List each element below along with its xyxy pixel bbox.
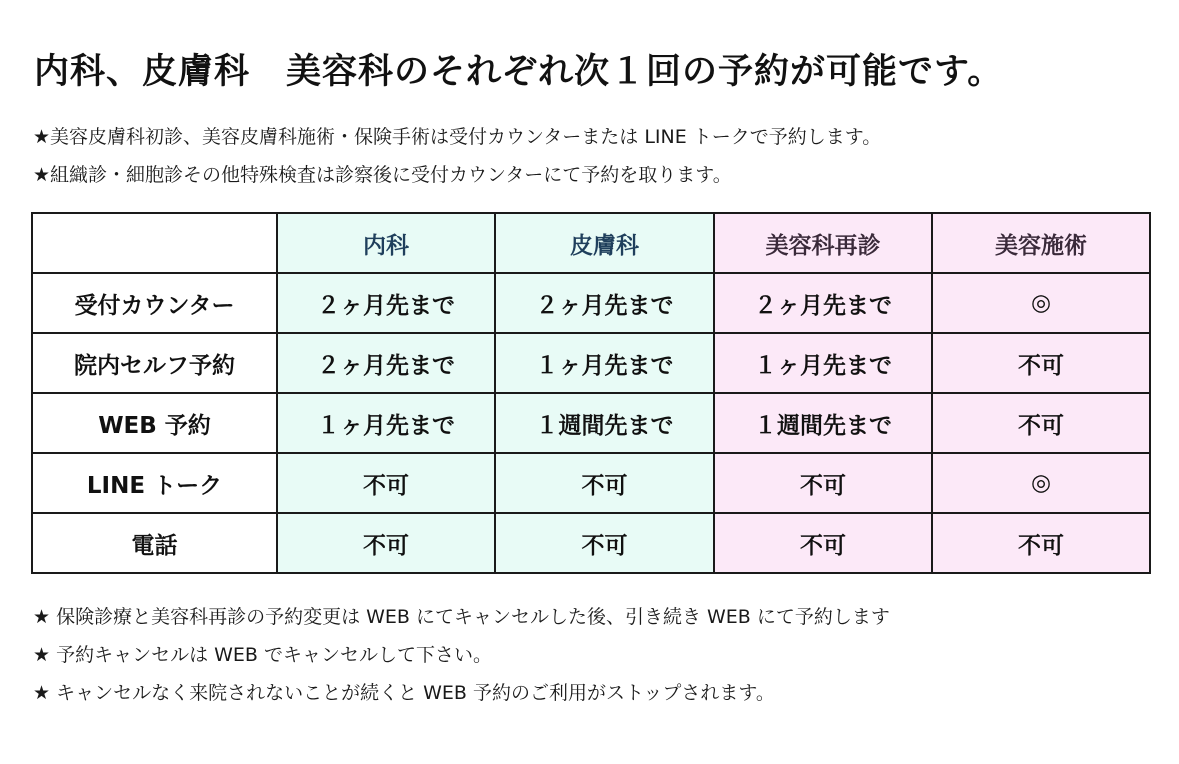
table-cell: 不可 (277, 513, 495, 573)
table-cell: 不可 (932, 393, 1150, 453)
table-cell: 不可 (495, 513, 714, 573)
bottom-note: ★ 保険診療と美容科再診の予約変更は WEB にてキャンセルした後、引き続き WEB にて予約します (33, 606, 890, 628)
table-cell: 不可 (277, 453, 495, 513)
table-cell: １ヶ月先まで (714, 333, 932, 393)
table-cell: 不可 (932, 333, 1150, 393)
top-notes (33, 118, 881, 194)
table-cell: １ヶ月先まで (495, 333, 714, 393)
bottom-note: ★ キャンセルなく来院されないことが続くと WEB 予約のご利用がストップされます。 (33, 682, 775, 704)
page-title: 内科、皮膚科 美容科のそれぞれ次１回の予約が可能です。 (34, 52, 1004, 92)
table-cell: 不可 (714, 513, 932, 573)
table-cell: 不可 (495, 453, 714, 513)
top-note: ★組織診・細胞診その他特殊検査は診察後に受付カウンターにて予約を取ります。 (33, 164, 732, 186)
table-cell: 不可 (714, 453, 932, 513)
table-cell: １週間先まで (495, 393, 714, 453)
table-row (32, 333, 1150, 393)
bottom-note: ★ 予約キャンセルは WEB でキャンセルして下さい。 (33, 644, 492, 666)
row-label: LINE トーク (32, 453, 277, 513)
row-label: 院内セルフ予約 (32, 333, 277, 393)
row-label: 電話 (32, 513, 277, 573)
table-cell: 不可 (932, 513, 1150, 573)
header-hifuka: 皮膚科 (495, 213, 714, 273)
table-cell: ２ヶ月先まで (277, 273, 495, 333)
header-naika: 内科 (277, 213, 495, 273)
table-header-row (32, 213, 1150, 273)
table-cell: ２ヶ月先まで (277, 333, 495, 393)
table-row (32, 513, 1150, 573)
bottom-notes (33, 598, 890, 712)
table-row (32, 273, 1150, 333)
table-cell: ◎ (932, 273, 1150, 333)
header-biyoka-saishin: 美容科再診 (714, 213, 932, 273)
table-cell: ２ヶ月先まで (714, 273, 932, 333)
table-cell: ◎ (932, 453, 1150, 513)
header-biyo-sejutsu: 美容施術 (932, 213, 1150, 273)
table-cell: １週間先まで (714, 393, 932, 453)
table-cell: ２ヶ月先まで (495, 273, 714, 333)
table-cell: １ヶ月先まで (277, 393, 495, 453)
table-row (32, 393, 1150, 453)
row-label: 受付カウンター (32, 273, 277, 333)
table-row (32, 453, 1150, 513)
row-label: WEB 予約 (32, 393, 277, 453)
header-corner (32, 213, 277, 273)
top-note: ★美容皮膚科初診、美容皮膚科施術・保険手術は受付カウンターまたは LINE トークで予約します。 (33, 126, 882, 148)
reservation-table (31, 212, 1149, 574)
